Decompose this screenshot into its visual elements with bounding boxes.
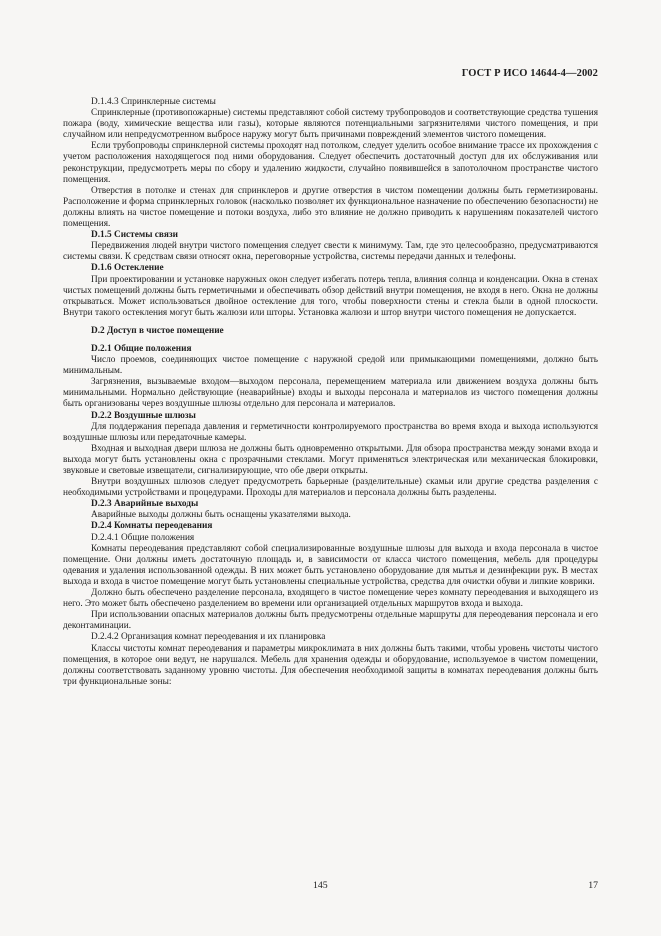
paragraph: Спринклерные (противопожарные) системы представляют собой систему трубопроводов и соответствующие средства тушения пожара (воду, химические вещества или газы), которые являются потенциальными загрязнителями чистого помещения, и при случайном или непредусмотренном выбросе наружу могут быть причинами повреждений элементов чистого помещения.	[63, 108, 598, 141]
paragraph: Должно быть обеспечено разделение персонала, входящего в чистое помещение через комнату переодевания и выходящего из него. Это может быть обеспечено разделением во времени или организацией отдельных маршрутов входа и выхода.	[63, 588, 598, 610]
section-heading: D.2.4 Комнаты переодевания	[91, 521, 213, 532]
paragraph: Классы чистоты комнат переодевания и параметры микроклимата в них должны быть такими, чтобы уровень чистоты чистого помещения, в которое они ведут, не нарушался. Мебель для хранения одежды и оборудование, используемое в чистом помещении, должны соответствовать заданному уровню чистоты. Для обеспечения необходимой защиты в комнатах переодевания должны быть три функциональные зоны:	[63, 643, 598, 687]
section-heading: D.1.5 Системы связи	[91, 230, 178, 241]
paragraph: Аварийные выходы должны быть оснащены указателями выхода.	[91, 510, 351, 521]
paragraph: При использовании опасных материалов должны быть предусмотрены отдельные маршруты для переодевания персонала и его деконтаминации.	[63, 610, 598, 632]
paragraph: Комнаты переодевания представляют собой специализированные воздушные шлюзы для выхода и входа персонала в чистое помещение. Они должны иметь достаточную площадь и, в зависимости от класса чистого помещения, мебель для процедуры одевания и удаления использованной одежды. В них может быть установлено оборудование для мытья и дезинфекции рук. В местах выхода и входа в чистое помещение могут быть установлены специальные устройства, средства для очистки обуви и липкие коврики.	[63, 543, 598, 587]
section-heading: D.2.3 Аварийные выходы	[91, 499, 199, 510]
document-body	[63, 97, 598, 688]
paragraph: При проектировании и установке наружных окон следует избегать потерь тепла, влияния солнца и конденсации. Окна в стенах чистых помещений должны быть герметичными и обеспечивать обзор действий внутри помещения, не входя в него. Окна не должны открываться. Может использоваться двойное остекление для того, чтобы поверхности стены и стекла были в одной плоскости. Внутри такого остекления могут быть жалюзи или шторы. Установка жалюзи и штор внутри чистого помещения не допускается.	[63, 274, 598, 318]
section-heading: D.1.6 Остекление	[91, 263, 164, 274]
subsection-heading: D.2.4.1 Общие положения	[91, 532, 195, 543]
page-number-right: 17	[588, 880, 598, 891]
paragraph: Число проемов, соединяющих чистое помещение с наружной средой или примыкающими помещениями, должно быть минимальным.	[63, 355, 598, 377]
subsection-heading: D.2.4.2 Организация комнат переодевания и их планировка	[91, 632, 326, 643]
paragraph: Передвижения людей внутри чистого помещения следует свести к минимуму. Там, где это целесообразно, предусматриваются системы связи. К средствам связи относят окна, переговорные устройства, системы передачи данных и телефоны.	[63, 241, 598, 263]
document-header: ГОСТ Р ИСО 14644-4—2002	[461, 68, 598, 79]
page-number-center: 145	[313, 880, 328, 891]
paragraph: Отверстия в потолке и стенах для спринклеров и другие отверстия в чистом помещении должны быть герметизированы. Расположение и форма спринклерных головок (насколько позволяет их функциональное назначение по обеспечению безопасности) не должны влиять на чистое помещение и потоки воздуха, либо это влияние не должно приводить к нарушениям показателей чистого помещения.	[63, 185, 598, 230]
paragraph: Если трубопроводы спринклерной системы проходят над потолком, следует уделить особое внимание трассе их прохождения с учетом расположения находящегося под ними оборудования. Следует обеспечить достаточный доступ для их обслуживания или реконструкции, предусмотреть меры по сбору и удалению жидкости, случайно появившейся в запотолочном пространстве чистого помещения.	[63, 141, 598, 185]
paragraph: Входная и выходная двери шлюза не должны быть одновременно открытыми. Для обзора пространства между зонами входа и выхода могут быть установлены окна с прозрачными стеклами. Могут применяться электрическая или механическая блокировки, звуковые и световые извещатели, сигнализирующие, что обе двери открыты.	[63, 443, 598, 476]
paragraph: Для поддержания перепада давления и герметичности контролируемого пространства во время входа и выхода используются воздушные шлюзы или передаточные камеры.	[63, 421, 598, 443]
section-heading: D.2.2 Воздушные шлюзы	[91, 410, 196, 421]
paragraph: Внутри воздушных шлюзов следует предусмотреть барьерные (разделительные) скамьи или другие средства разделения с необходимыми устройствами и процедурами. Проходы для материалов и персонала должны быть разделены.	[63, 477, 598, 499]
section-heading: D.2 Доступ в чистое помещение	[91, 325, 224, 336]
section-heading: D.2.1 Общие положения	[91, 343, 192, 354]
paragraph: Загрязнения, вызываемые входом—выходом персонала, перемещением материала или движением воздуха должны быть минимальными. Нормально действующие (неаварийные) входы и выходы персонала и материалов из чистого помещения должны быть организованы через воздушные шлюзы отдельно для персонала и материалов.	[63, 377, 598, 410]
section-heading: D.1.4.3 Спринклерные системы	[91, 97, 216, 107]
